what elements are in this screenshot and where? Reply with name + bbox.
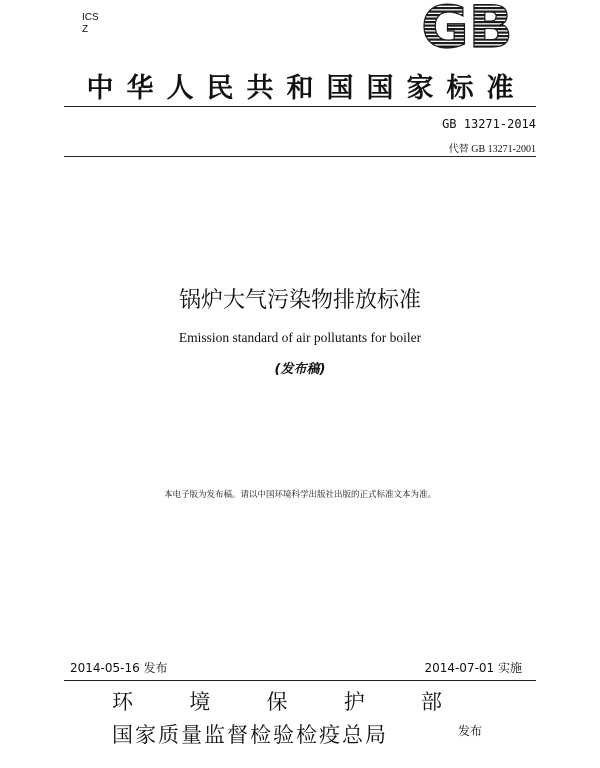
issuer-aqsiq: 国家质量监督检验检疫总局 (112, 723, 388, 747)
national-standard-title: 中华人民共和国国家标准 (86, 73, 527, 104)
effective-date: 2014-07-01 实施 (424, 661, 522, 675)
footer-divider (64, 680, 536, 681)
issuer-char: 保 (266, 690, 288, 714)
document-title: 锅炉大气污染物排放标准 (178, 288, 421, 313)
issuer-char: 境 (189, 690, 211, 714)
publish-label: 发布 (458, 724, 483, 738)
number-divider (64, 156, 536, 157)
ics-label: ICS (82, 12, 99, 23)
standard-number: GB 13271-2014 (442, 117, 536, 131)
english-title: Emission standard of air pollutants for boiler (178, 330, 422, 345)
issuer-ministry (112, 686, 442, 716)
issuer-char: 部 (421, 690, 442, 714)
issue-date: 2014-05-16 发布 (70, 661, 168, 675)
issuer-char: 环 (112, 690, 133, 714)
draft-status: (发布稿) (274, 362, 326, 377)
ics-code (82, 12, 99, 36)
replaces-note: 代替 GB 13271-2001 (448, 144, 536, 155)
header-divider (64, 106, 536, 107)
issuer-char: 护 (343, 690, 365, 714)
edition-notice: 本电子版为发布稿。请以中国环境科学出版社出版的正式标准文本为准。 (163, 490, 436, 500)
category-code: Z (82, 24, 89, 35)
gb-logo-text: GB (421, 0, 513, 52)
gb-logo (412, 0, 522, 52)
